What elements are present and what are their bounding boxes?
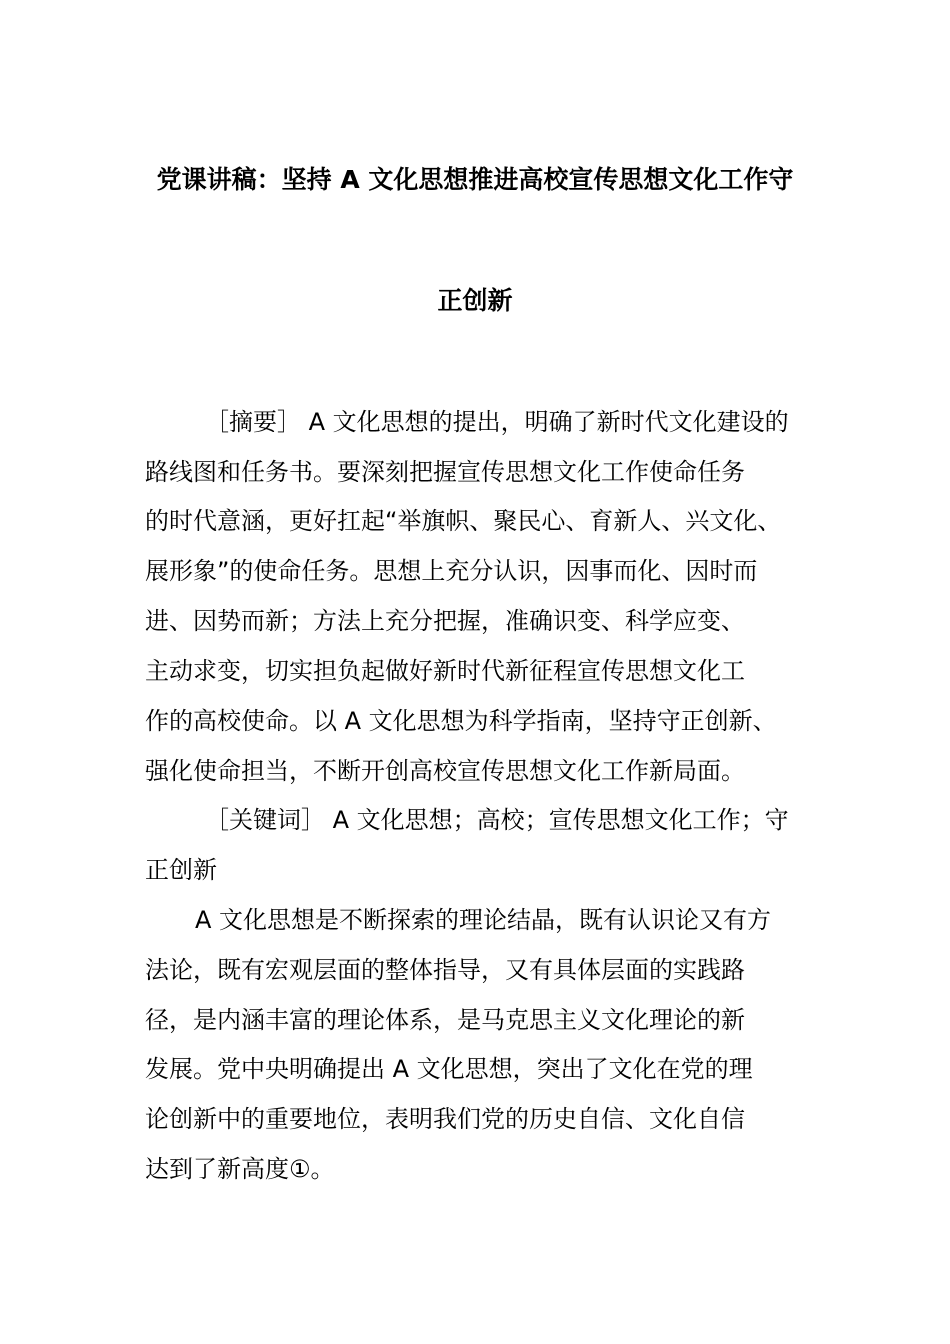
body-line: 达到了新高度①。 <box>145 1155 335 1183</box>
abstract-line: 主动求变，切实担负起做好新时代新征程宣传思想文化工 <box>145 657 745 685</box>
abstract-line: 进、因势而新；方法上充分把握，准确识变、科学应变、 <box>145 607 745 635</box>
body-line: 发展。党中央明确提出 A 文化思想，突出了文化在党的理 <box>145 1055 753 1083</box>
abstract-line: 作的高校使命。以 A 文化思想为科学指南，坚持守正创新、 <box>145 707 777 735</box>
body-line: 法论，既有宏观层面的整体指导，又有具体层面的实践路 <box>145 956 745 984</box>
abstract-line: 强化使命担当，不断开创高校宣传思想文化工作新局面。 <box>145 757 745 785</box>
body-line: 径，是内涵丰富的理论体系，是马克思主义文化理论的新 <box>145 1006 745 1034</box>
abstract-line: 展形象”的使命任务。思想上充分认识，因事而化、因时而 <box>145 557 758 585</box>
document-title-line-1: 党课讲稿：坚持 A 文化思想推进高校宣传思想文化工作守 <box>156 165 794 194</box>
keywords-line: ［关键词］ A 文化思想；高校；宣传思想文化工作；守 <box>205 806 789 834</box>
document-title-line-2: 正创新 <box>437 286 513 315</box>
abstract-line: ［摘要］ A 文化思想的提出，明确了新时代文化建设的 <box>205 408 789 436</box>
abstract-line: 的时代意涵，更好扛起“举旗帜、聚民心、育新人、兴文化、 <box>145 507 782 535</box>
abstract-line: 路线图和任务书。要深刻把握宣传思想文化工作使命任务 <box>145 458 745 486</box>
body-line: 论创新中的重要地位，表明我们党的历史自信、文化自信 <box>145 1105 745 1133</box>
body-line: A 文化思想是不断探索的理论结晶，既有认识论又有方 <box>195 906 772 934</box>
keywords-line: 正创新 <box>145 856 217 884</box>
